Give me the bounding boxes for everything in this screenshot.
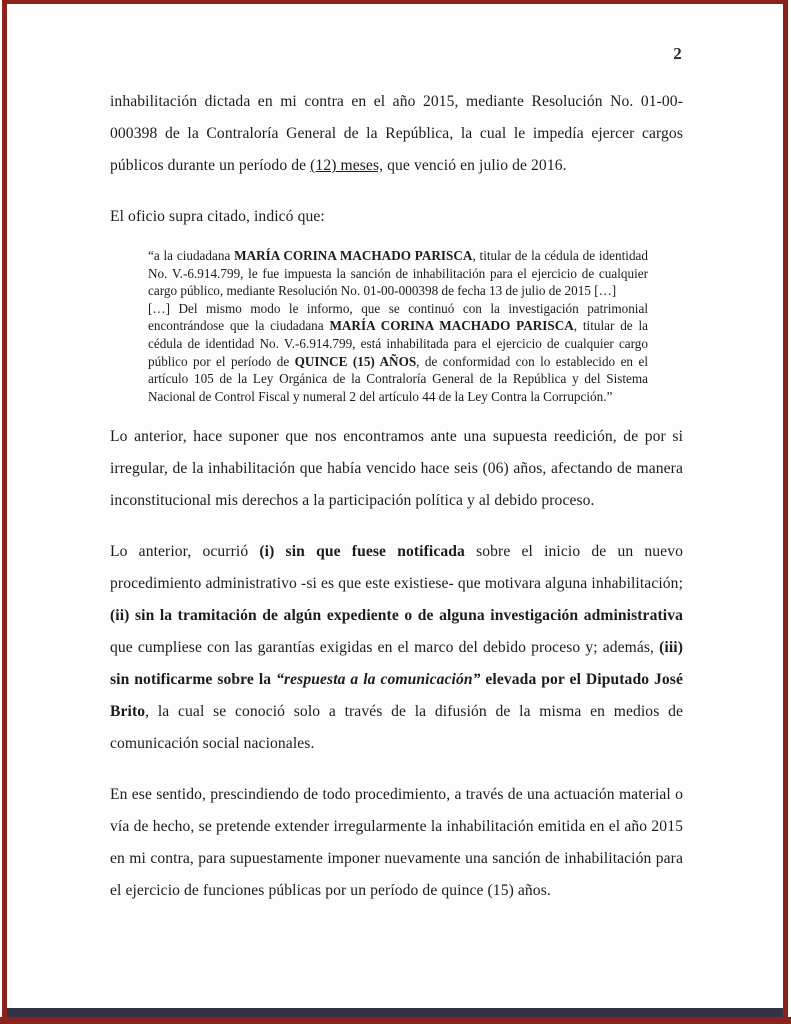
text-run-0: “a la ciudadana xyxy=(148,248,235,263)
text-run-0: […] Del mismo modo le informo, que se continuó con la investigación patrimonial encontrándose que la ciudadana xyxy=(148,300,648,334)
page-number: 2 xyxy=(673,44,682,63)
text-run-2: , titular de la cédula de identidad No. V.-6.914.799, está inhabilitada para el ejercicio de cualquier cargo público por el período de xyxy=(148,318,648,369)
text-run-3: (ii) sin la tramitación de algún expediente o de alguna investigación administrativa xyxy=(110,607,683,625)
text-run-2: , titular de la cédula de identidad No. V.-6.914.799, le fue impuesta la sanción de inhabilitación para el ejercicio de cualquier cargo público, mediante Resolución No. 01-00-000398 de fecha 13 de julio de 2015 […] xyxy=(148,248,648,299)
page-frame-right-border xyxy=(783,0,788,1024)
blockquote-part-1 xyxy=(148,247,648,300)
text-run-5: (iii) sin notificarme sobre la xyxy=(110,639,683,689)
text-run-1: (12) meses, xyxy=(310,157,384,174)
paragraph-2-intro: El oficio supra citado, indicó que: xyxy=(110,208,325,225)
text-run-0: Lo anterior, hace suponer que nos encontramos ante una supuesta reedición, de por si irregular, de la inhabilitación que había vencido hace seis (06) años, afectando de manera inconstitucional mis derechos a la participación política y al debido proceso. xyxy=(110,428,683,510)
text-run-0: inhabilitación dictada en mi contra en el año 2015, mediante Resolución No. 01-00-000398 de la Contraloría General de la República, la cual le impedía ejercer cargos públicos durante un período de xyxy=(110,93,683,174)
text-run-4: que cumpliese con las garantías exigidas en el marco del debido proceso y; además, xyxy=(110,639,660,657)
text-run-6: “respuesta a la comunicación” xyxy=(276,671,481,689)
paragraph-3 xyxy=(110,421,683,517)
paragraph-5 xyxy=(110,779,683,907)
text-run-2: que venció en julio de 2016. xyxy=(383,157,567,174)
text-run-2: sobre el inicio de un nuevo procedimiento administrativo -si es que este existiese- que motivara alguna inhabilitación; xyxy=(110,543,683,593)
text-run-3: QUINCE (15) AÑOS xyxy=(294,353,417,369)
blockquote-part-2 xyxy=(148,300,648,406)
text-run-7: elevada por el Diputado José Brito xyxy=(110,671,683,721)
text-run-0: En ese sentido, prescindiendo de todo procedimiento, a través de una actuación material o vía de hecho, se pretende extender irregularmente la inhabilitación emitida en el año 2015 en mi contra, para supuestamente imponer nuevamente una sanción de inhabilitación para el ejercicio de funciones públicas por un período de quince (15) años. xyxy=(110,786,683,900)
text-run-1: MARÍA CORINA MACHADO PARISCA xyxy=(329,318,574,334)
page-frame-shadow-bar xyxy=(7,1008,783,1017)
text-run-1: (i) sin que fuese notificada xyxy=(259,543,465,561)
paragraph-4 xyxy=(110,536,683,760)
document-text-column xyxy=(110,86,683,926)
page-frame-bottom-border xyxy=(0,1017,791,1024)
text-run-1: MARÍA CORINA MACHADO PARISCA xyxy=(234,248,473,263)
text-run-4: , de conformidad con lo establecido en el artículo 105 de la Ley Orgánica de la Contraloría General de la República y del Sistema Nacional de Control Fiscal y numeral 2 del artículo 44 de la Ley Contra la Corrupción.” xyxy=(148,353,648,404)
document-page-surface xyxy=(7,4,783,1008)
paragraph-1 xyxy=(110,86,683,182)
blockquote-official-letter xyxy=(110,247,648,405)
text-run-0: Lo anterior, ocurrió xyxy=(110,543,260,561)
text-run-8: , la cual se conoció solo a través de la difusión de la misma en medios de comunicación social nacionales. xyxy=(110,703,683,753)
